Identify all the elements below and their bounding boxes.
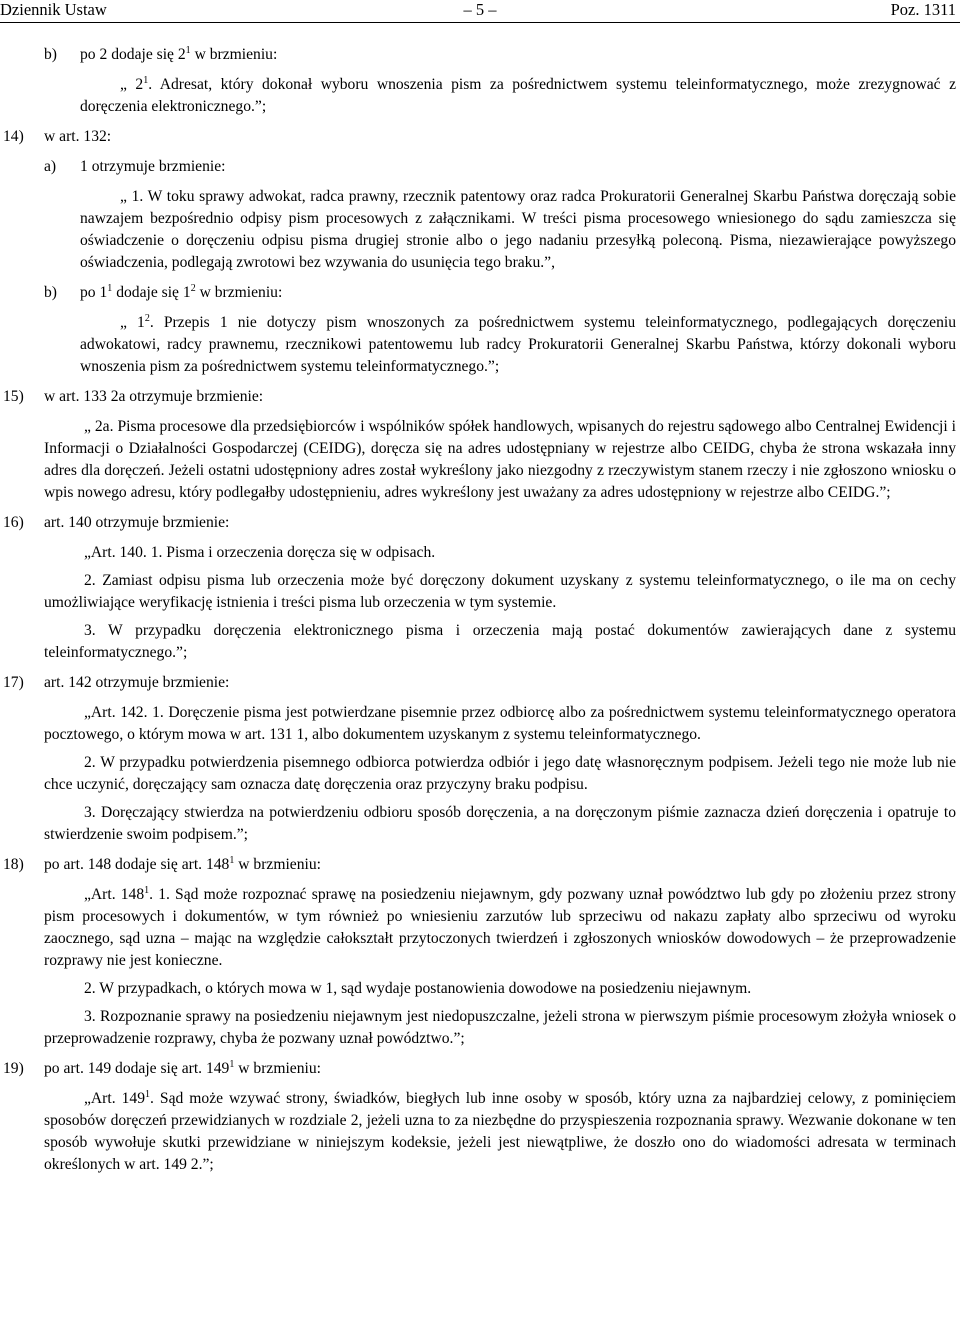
provision-paragraph: 2. W przypadkach, o których mowa w 1, sąd wydaje postanowienia dowodowe na posiedzeniu niejawnym. bbox=[84, 980, 752, 997]
quoted-provision bbox=[80, 74, 956, 118]
item-text: 1 otrzymuje brzmienie: bbox=[80, 158, 226, 175]
provision-paragraph: 3. W przypadku doręczenia elektronicznego pisma i orzeczenia mają postać dokumentów zawierających dane z systemu teleinformatycznego.”; bbox=[44, 622, 956, 661]
item-text: art. 142 otrzymuje brzmienie: bbox=[44, 674, 230, 691]
item-text: w art. 133 2a otrzymuje brzmienie: bbox=[44, 388, 264, 405]
list-item-17 bbox=[0, 672, 956, 694]
quoted-provision bbox=[44, 416, 956, 504]
provision-paragraph: „ $2^1$. Adresat, który dokonał wyboru wnoszenia pism za pośrednictwem systemu teleinformatycznego, może zrezygnować z doręczenia elektronicznego.”; bbox=[80, 75, 956, 115]
quoted-provision bbox=[44, 542, 956, 664]
item-marker: b) bbox=[44, 284, 57, 301]
list-item-19 bbox=[0, 1058, 956, 1080]
list-item-15 bbox=[0, 386, 956, 408]
item-marker: b) bbox=[44, 46, 57, 63]
provision-paragraph: 3. Doręczający stwierdza na potwierdzeniu odbioru sposób doręczenia, a na doręczonym piśmie zaznacza dzień doręczenia i opatruje to stwierdzenie swoim podpisem.”; bbox=[44, 804, 956, 843]
provision-paragraph: „Art. $149^1$. Sąd może wzywać strony, świadków, biegłych lub inne osoby w sposób, który uzna za najbardziej celowy, z pominięciem sposobów doręczeń przewidzianych w rozdziale 2, jeżeli uzna to za niezbędne do przyspieszenia rozpoznania sprawy. Wezwanie dokonane w ten sposób wywołuje skutki przewidziane w niniejszym kodeksie, jeżeli jest niewątpliwe, że doszło ono do wiadomości adresata w terminach określonych w art. 149 2.”; bbox=[44, 1089, 956, 1173]
provision-paragraph: „ 2a. Pisma procesowe dla przedsiębiorców i wspólników spółek handlowych, wpisanych do rejestru sądowego albo Centralnej Ewidencji i Informacji o Działalności Gospodarczej (CEIDG), doręcza się na adres udostępniany w rejestrze albo CEIDG, chyba że strona wskazała inny adres dla doręczeń. Jeżeli ostatni udostępniony adres został wykreślony jako niezgodny z rzeczywistym stanem rzeczy i nie zgłoszono wniosku o wpis nowego adresu, który podlegałby udostępnieniu, adres wykreślony jest uważany za adres udostępniony w rejestrze albo CEIDG.”; bbox=[44, 418, 956, 501]
item-text: art. 140 otrzymuje brzmienie: bbox=[44, 514, 230, 531]
item-marker: 16) bbox=[3, 514, 24, 531]
provision-paragraph: 2. W przypadku potwierdzenia pisemnego odbiorca potwierdza odbiór i jego datę własnoręcznym podpisem. Jeżeli tego nie może lub nie chce uczynić, doręczający sam oznacza datę doręczenia oraz przyczyny braku podpisu. bbox=[44, 754, 956, 793]
provision-paragraph: „ 1. W toku sprawy adwokat, radca prawny, rzecznik patentowy oraz radca Prokuratorii Generalnej Skarbu Państwa doręczają sobie nawzajem bezpośrednio odpisy pism procesowych z załącznikami. W treści pisma procesowego wniesionego do sądu zamieszcza się oświadczenie o doręczeniu odpisu pisma drugiej stronie albo o jego nadaniu przesyłką poleconą. Pisma, niezawierające powyższego oświadczenia, podlegają zwrotowi bez wzywania do usunięcia tego braku.”, bbox=[80, 188, 956, 271]
item-marker: 18) bbox=[3, 856, 24, 873]
item-marker: a) bbox=[44, 158, 57, 175]
document-body bbox=[0, 44, 956, 1184]
provision-paragraph: „ $1^2$. Przepis 1 nie dotyczy pism wnoszonych za pośrednictwem systemu teleinformatycznego, podlegających doręczeniu adwokatowi, radcy prawnemu, rzecznikowi patentowemu lub radcy Prokuratorii Generalnej Skarbu Państwa, którzy dokonali wyboru wnoszenia pism za pośrednictwem systemu teleinformatycznego.”; bbox=[80, 313, 956, 375]
list-item-16 bbox=[0, 512, 956, 534]
position-number: Poz. 1311 bbox=[890, 0, 956, 19]
list-item-b bbox=[0, 44, 956, 66]
page-header bbox=[0, 0, 960, 24]
page-number: – 5 – bbox=[463, 0, 497, 19]
provision-paragraph: „Art. 140. 1. Pisma i orzeczenia doręcza się w odpisach. bbox=[84, 544, 436, 561]
item-marker: 19) bbox=[3, 1060, 24, 1077]
item-text: po art. 148 dodaje się art. $148^1$ w brzmieniu: bbox=[44, 855, 321, 873]
provision-paragraph: 3. Rozpoznanie sprawy na posiedzeniu niejawnym jest niedopuszczalne, jeżeli strona w pierwszym piśmie procesowym złożyła wniosek o przeprowadzenie rozprawy, chyba że pozwany uznał powództwo.”; bbox=[44, 1008, 956, 1047]
quoted-provision bbox=[44, 884, 956, 1050]
item-marker: 15) bbox=[3, 388, 24, 405]
provision-paragraph: „Art. $148^1$. 1. Sąd może rozpoznać sprawę na posiedzeniu niejawnym, gdy pozwany uznał powództwo lub gdy po złożeniu przez strony pism procesowych i dokumentów, w tym również po wniesieniu zarzutów lub sprzeciwu od nakazu zapłaty albo sprzeciwu od wyroku zaocznego, sąd uzna – mając na względzie całokształt przytoczonych twierdzeń i zgłoszonych wniosków dowodowych – że przeprowadzenie rozprawy nie jest konieczne. bbox=[44, 885, 956, 969]
quoted-provision bbox=[44, 1088, 956, 1176]
quoted-provision bbox=[80, 186, 956, 274]
list-item-18 bbox=[0, 854, 956, 876]
quoted-provision bbox=[80, 312, 956, 378]
item-text: po $1^1$ dodaje się $1^2$ w brzmieniu: bbox=[80, 283, 283, 301]
quoted-provision bbox=[44, 702, 956, 846]
list-item-a bbox=[0, 156, 956, 178]
item-text: w art. 132: bbox=[44, 128, 112, 145]
provision-paragraph: 2. Zamiast odpisu pisma lub orzeczenia może być doręczony dokument uzyskany z systemu teleinformatycznego, o ile ma on cechy umożliwiające weryfikację istnienia i treści pisma lub orzeczenia w tym systemie. bbox=[44, 572, 956, 611]
item-text: po 2 dodaje się $2^1$ w brzmieniu: bbox=[80, 45, 278, 63]
item-marker: 17) bbox=[3, 674, 24, 691]
list-item-14 bbox=[0, 126, 956, 148]
list-item-b bbox=[0, 282, 956, 304]
journal-title: Dziennik Ustaw bbox=[0, 0, 107, 19]
item-text: po art. 149 dodaje się art. $149^1$ w brzmieniu: bbox=[44, 1059, 321, 1077]
provision-paragraph: „Art. 142. 1. Doręczenie pisma jest potwierdzane pisemnie przez odbiorcę albo za pośrednictwem systemu teleinformatycznego operatora pocztowego, o którym mowa w art. 131 1, albo dokumentem uzyskanym z systemu teleinformatycznego. bbox=[44, 704, 956, 743]
header-rule bbox=[0, 22, 960, 23]
item-marker: 14) bbox=[3, 128, 24, 145]
